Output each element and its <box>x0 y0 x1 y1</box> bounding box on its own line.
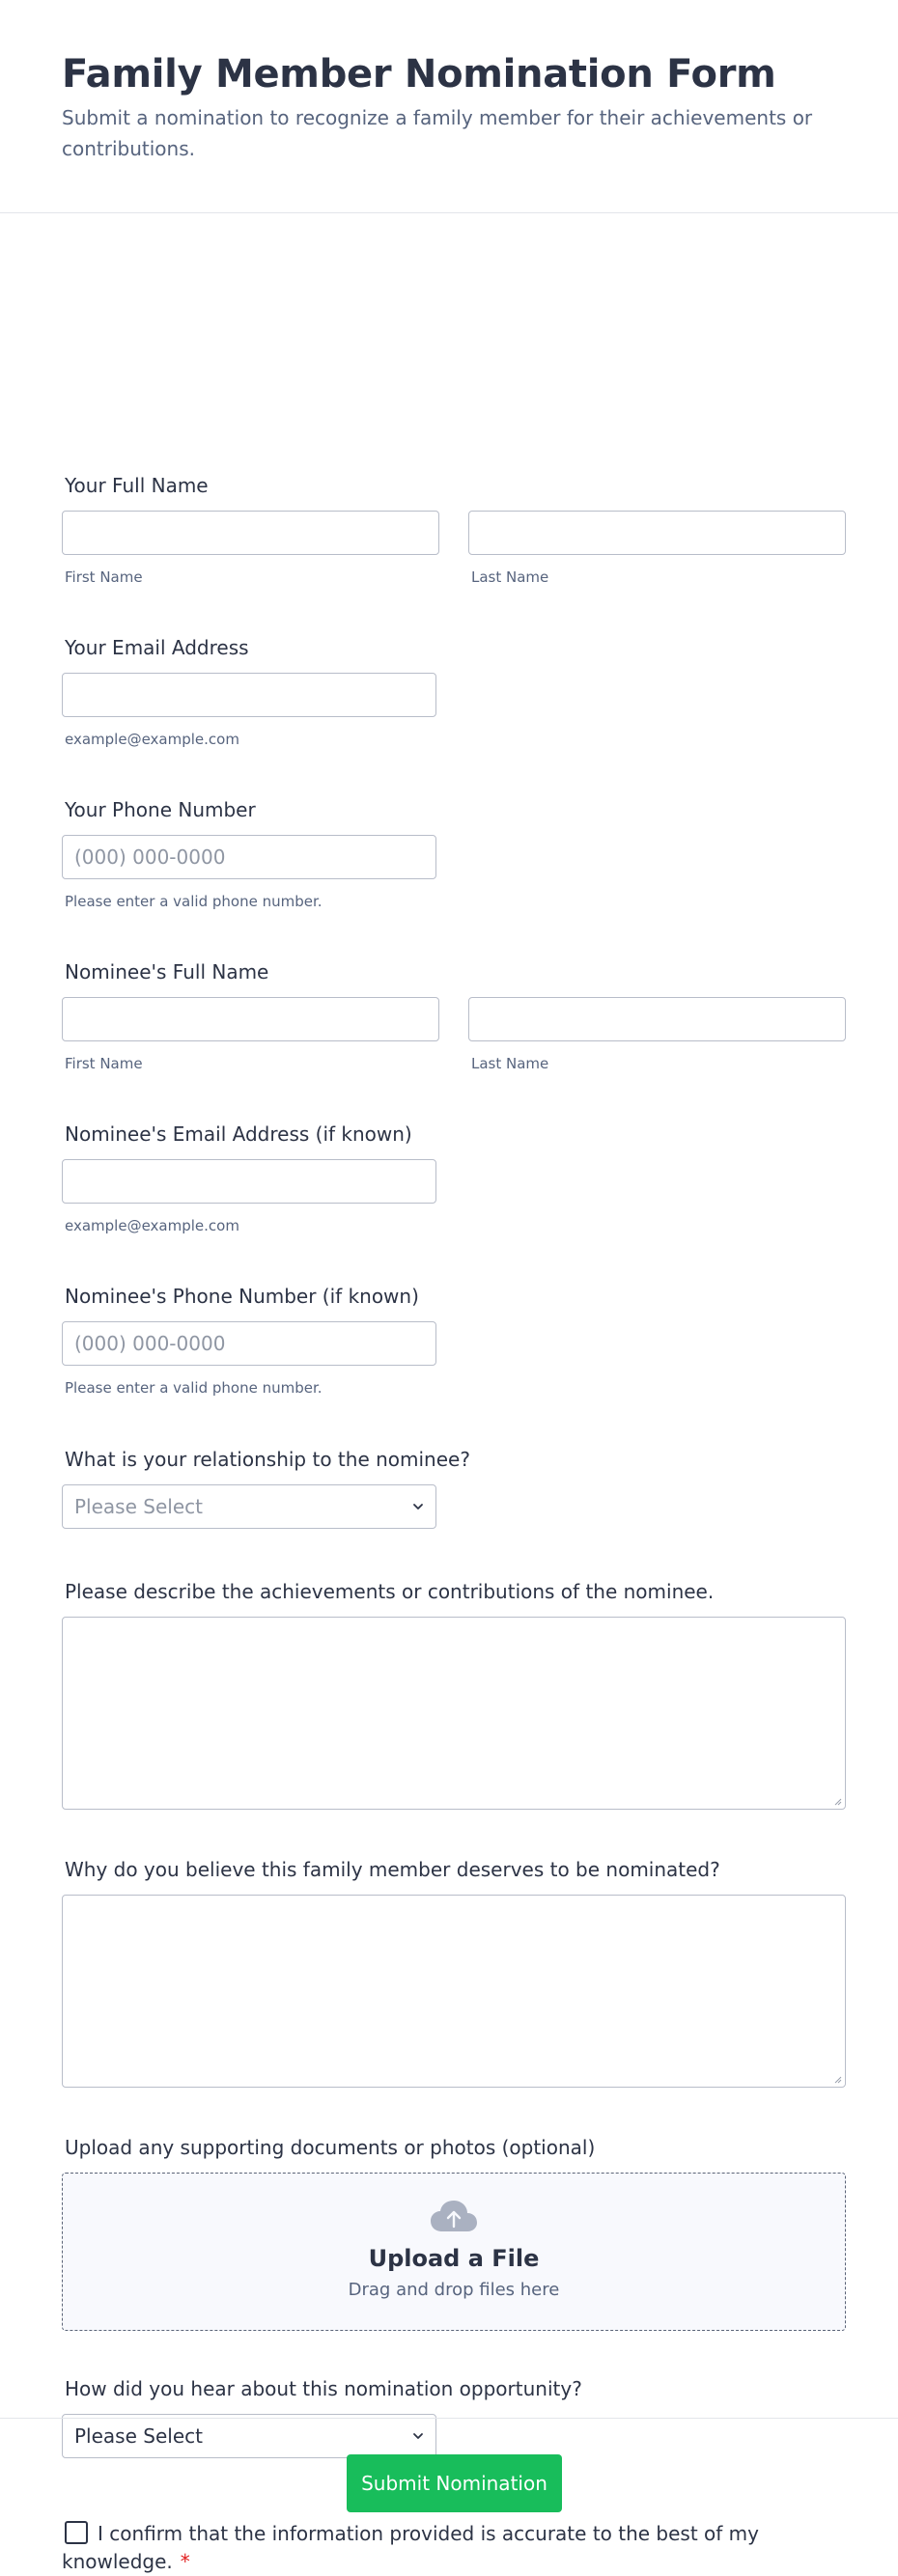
relationship-select-value: Please Select <box>74 1495 203 1518</box>
upload-label: Upload any supporting documents or photos (optional) <box>65 2136 596 2159</box>
form-header <box>0 0 898 213</box>
form-footer <box>0 2418 898 2559</box>
your-email-input[interactable] <box>62 673 436 717</box>
resize-handle-icon[interactable] <box>832 1796 842 1806</box>
your-phone-input[interactable]: (000) 000-0000 <box>62 835 436 879</box>
upload-field <box>62 2134 846 2331</box>
submit-button[interactable]: Submit Nomination <box>347 2454 562 2512</box>
your-first-name-input[interactable] <box>62 511 439 555</box>
confirm-text: I confirm that the information provided is accurate to the best of my knowledge. <box>62 2522 759 2573</box>
nominee-phone-field <box>62 1283 846 1397</box>
achievements-field <box>62 1578 846 1810</box>
nominee-email-label: Nominee's Email Address (if known) <box>65 1122 412 1146</box>
your-name-label: Your Full Name <box>65 474 209 497</box>
source-select-value: Please Select <box>74 2424 203 2448</box>
cloud-upload-icon <box>429 2199 479 2233</box>
your-email-sublabel: example@example.com <box>65 731 239 748</box>
required-mark: * <box>180 2550 190 2573</box>
resize-handle-icon[interactable] <box>832 2074 842 2084</box>
nominee-first-name-sublabel: First Name <box>65 1055 143 1072</box>
nominee-last-name-sublabel: Last Name <box>471 1055 549 1072</box>
nominee-email-sublabel: example@example.com <box>65 1217 239 1234</box>
your-phone-field <box>62 796 846 910</box>
nominee-name-field <box>62 958 846 1072</box>
source-label: How did you hear about this nomination opportunity? <box>65 2377 582 2400</box>
nominee-email-input[interactable] <box>62 1159 436 1204</box>
your-last-name-input[interactable] <box>468 511 846 555</box>
reason-textarea[interactable] <box>62 1895 846 2088</box>
nominee-name-label: Nominee's Full Name <box>65 960 269 983</box>
upload-dropzone[interactable] <box>62 2173 846 2331</box>
upload-title: Upload a File <box>368 2245 540 2272</box>
your-phone-sublabel: Please enter a valid phone number. <box>65 893 323 910</box>
achievements-label: Please describe the achievements or contributions of the nominee. <box>65 1580 715 1603</box>
nominee-phone-sublabel: Please enter a valid phone number. <box>65 1379 323 1397</box>
your-last-name-sublabel: Last Name <box>471 568 549 586</box>
nominee-last-name-input[interactable] <box>468 997 846 1041</box>
reason-label: Why do you believe this family member deserves to be nominated? <box>65 1858 720 1881</box>
nominee-first-name-input[interactable] <box>62 997 439 1041</box>
your-email-field <box>62 634 846 748</box>
nominee-email-field <box>62 1121 846 1234</box>
relationship-field <box>62 1446 846 1529</box>
your-email-label: Your Email Address <box>65 636 249 659</box>
your-phone-label: Your Phone Number <box>65 798 256 821</box>
achievements-textarea[interactable] <box>62 1617 846 1810</box>
reason-field <box>62 1856 846 2088</box>
your-first-name-sublabel: First Name <box>65 568 143 586</box>
chevron-down-icon <box>412 1501 424 1512</box>
nominee-phone-label: Nominee's Phone Number (if known) <box>65 1285 419 1308</box>
relationship-select[interactable] <box>62 1484 436 1529</box>
upload-subtitle: Drag and drop files here <box>348 2280 560 2300</box>
relationship-label: What is your relationship to the nominee? <box>65 1448 470 1471</box>
page-subtitle: Submit a nomination to recognize a family member for their achievements or contributions. <box>62 106 813 160</box>
page-title: Family Member Nomination Form <box>62 52 776 97</box>
your-name-field <box>62 472 846 586</box>
nominee-phone-input[interactable]: (000) 000-0000 <box>62 1321 436 1366</box>
